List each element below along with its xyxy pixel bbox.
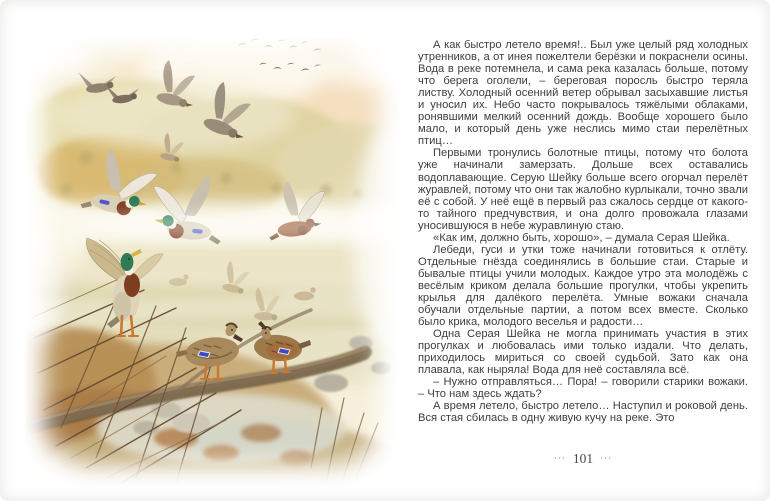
paragraph-1: А как быстро летело время!.. Был уже целый ряд холодных утренников, а от инея пожелтели берёзки и покраснели осины. Вода в реке потемнела, и сама река казалась больше, потому что берега оголели, – береговая поросль быстро теряла листву. Холодный осенний ветер обрывал засыхавшие листья и уносил их. Небо часто покрывалось тяжёлыми облаками, ронявшими мелкий осенний дождь. Вообще хорошего было мало, и который день уже неслись мимо стаи перелётных птиц…	[418, 39, 748, 148]
paragraph-3: «Как им, должно быть, хорошо», – думала Серая Шейка.	[433, 231, 730, 244]
page-footer	[418, 451, 748, 467]
right-page-text	[418, 39, 748, 425]
ornament-left: ···	[553, 453, 566, 463]
paragraph-2: Первыми тронулись болотные птицы, потому что болота уже начинали замерзать. Дольше всех оставались водоплавающие. Серую Шейку больше всего огорчал перелёт журавлей, потому что они так жалобно курлыкали, точно звали её с собой. У неё ещё в первый раз сжалось сердце от какого-то тайного предчувствия, и она долго провожала глазами уносившуюся в небе журавлиную стаю.	[418, 147, 748, 232]
paragraph-4: Лебеди, гуси и утки тоже начинали готовиться к отлёту. Отдельные гнёзда соединялись в большие стаи. Старые и бывалые птицы учили молодых. Каждое утро эта молодёжь с весёлым криком делала большие прогулки, чтобы укрепить крылья для далёкого перелёта. Умные вожаки сначала обучали отдельные партии, а потом всех вместе. Сколько было крика, молодого веселья и радости…	[418, 243, 748, 329]
duck-pond-illustration	[26, 38, 398, 486]
page-number: 101	[572, 451, 594, 466]
ornament-right: ···	[600, 453, 613, 463]
paragraph-5: Одна Серая Шейка не могла принимать участия в этих прогулках и любовалась ими только издали. Что делать, приходилось мириться со своей судьбой. Зато как она плавала, как ныряла! Вода для неё составляла всё.	[418, 328, 748, 377]
left-page	[26, 38, 398, 486]
paragraph-7: А время летело, быстро летело… Наступил и роковой день. Вся стая сбилась в одну живую кучу на реке. Это	[418, 400, 748, 425]
paragraph-6: – Нужно отправляться… Пора! – говорили старики вожаки. – Что нам здесь ждать?	[418, 376, 748, 401]
